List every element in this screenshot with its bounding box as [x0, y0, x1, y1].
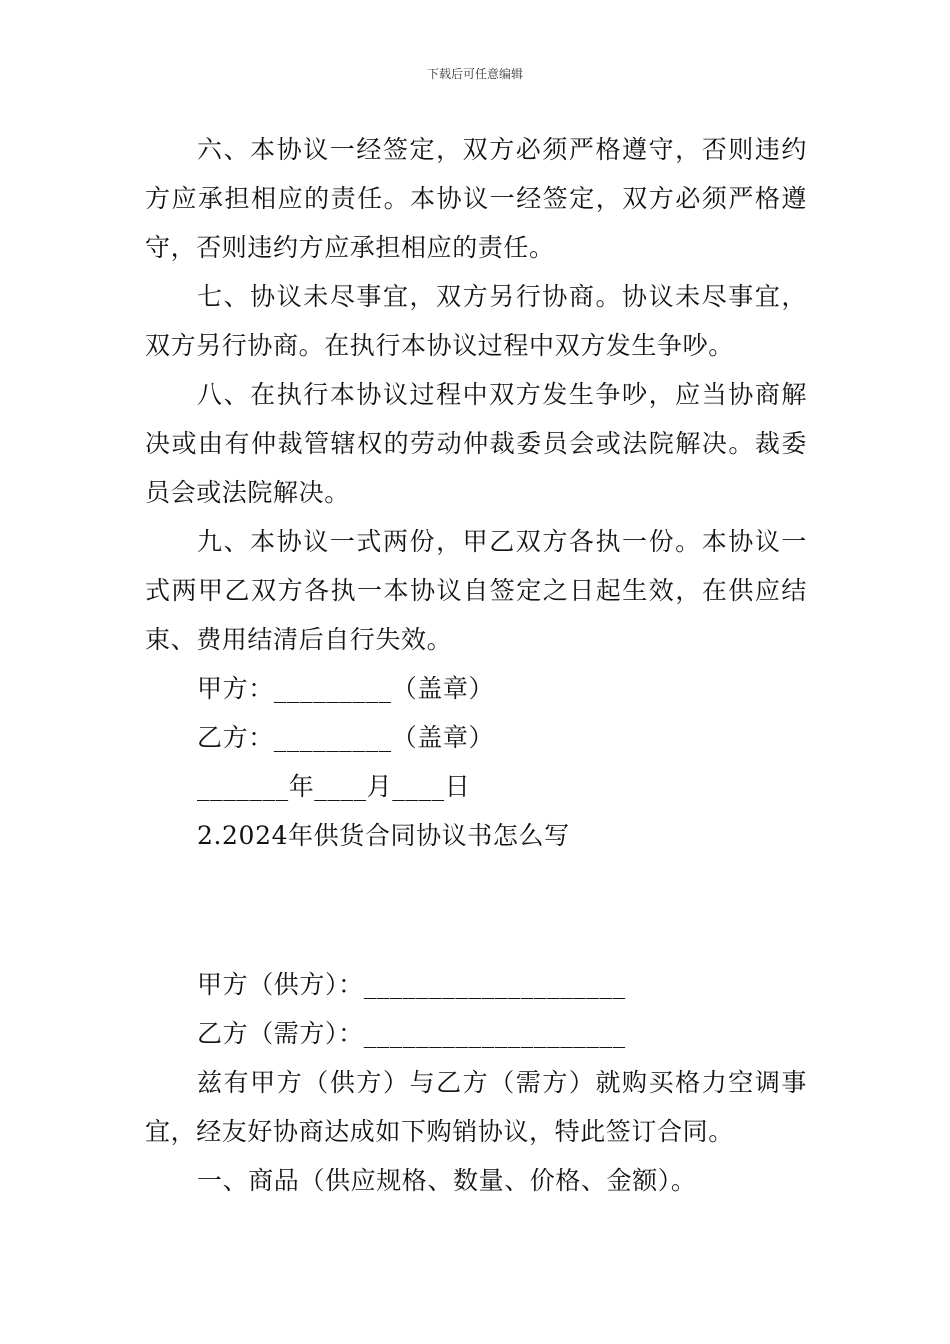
document-body [145, 125, 807, 1205]
signature-date: _______年____月____日 [197, 772, 471, 801]
clause-goods: 一、商品（供应规格、数量、价格、金额）。 [197, 1166, 697, 1195]
supplier-line: 甲方（供方）：____________________ [197, 970, 626, 999]
section-2-title: 2.2024年供货合同协议书怎么写 [197, 821, 570, 850]
party-a-signature: 甲方：_________（盖章） [197, 674, 495, 703]
clause-9: 九、本协议一式两份，甲乙双方各执一份。本协议一式两甲乙双方各执一本协议自签定之日起生效，在供应结束、费用结清后自行失效。 [145, 527, 807, 654]
buyer-line: 乙方（需方）：____________________ [197, 1019, 626, 1048]
party-b-signature: 乙方：_________（盖章） [197, 723, 495, 752]
clause-6: 六、本协议一经签定，双方必须严格遵守，否则违约方应承担相应的责任。本协议一经签定，双方必须严格遵守，否则违约方应承担相应的责任。 [145, 135, 807, 262]
clause-7: 七、协议未尽事宜，双方另行协商。协议未尽事宜，双方另行协商。在执行本协议过程中双方发生争吵。 [145, 282, 807, 360]
spacer [145, 860, 807, 960]
contract-intro: 兹有甲方（供方）与乙方（需方）就购买格力空调事宜，经友好协商达成如下购销协议，特此签订合同。 [145, 1068, 807, 1146]
page-header: 下载后可任意编辑 [426, 67, 523, 81]
clause-8: 八、在执行本协议过程中双方发生争吵，应当协商解决或由有仲裁管辖权的劳动仲裁委员会或法院解决。裁委员会或法院解决。 [145, 380, 807, 507]
